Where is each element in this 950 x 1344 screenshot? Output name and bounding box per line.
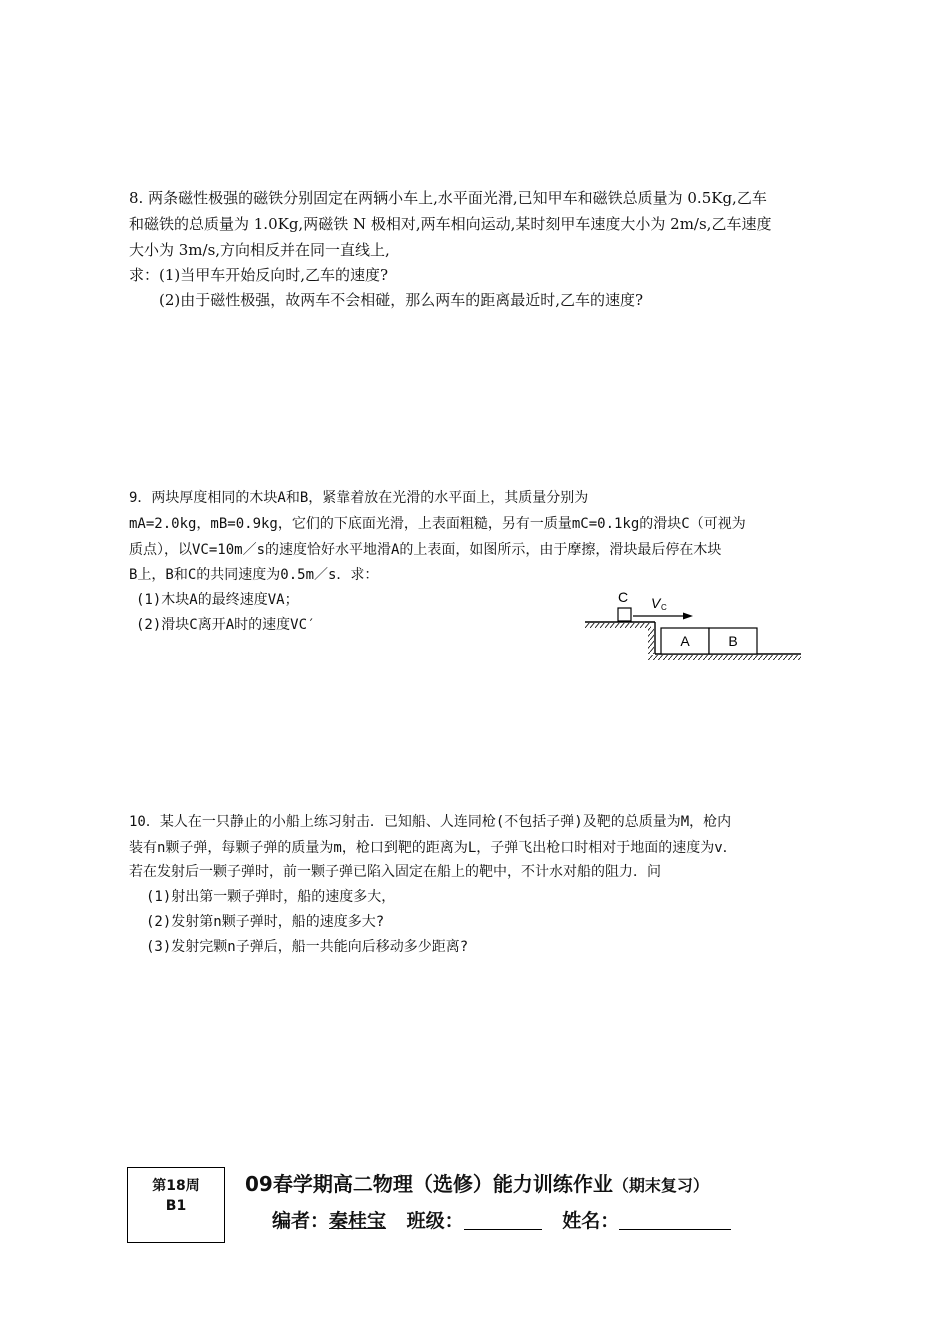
ground-hatch bbox=[648, 655, 801, 660]
name-blank[interactable] bbox=[619, 1211, 731, 1230]
q8-line-5: (2)由于磁性极强，故两车不会相碰，那么两车的距离最近时,乙车的速度? bbox=[159, 291, 644, 309]
blocks-diagram bbox=[585, 586, 805, 666]
q10-line-6: (3)发射完颗n子弹后，船一共能向后移动多少距离? bbox=[146, 939, 469, 955]
upper-ledge-hatch bbox=[585, 623, 651, 628]
editor-label: 编者： bbox=[272, 1210, 330, 1232]
q9-line-6: (2)滑块C离开A时的速度VC′ bbox=[136, 617, 316, 633]
sheet-code: B1 bbox=[165, 1198, 187, 1214]
q9-line-3: 质点），以VC=10m／s的速度恰好水平地滑A的上表面，如图所示，由于摩擦，滑块最后停在木块 bbox=[129, 542, 722, 558]
worksheet-title-main: 09春学期高二物理（选修）能力训练作业 bbox=[245, 1172, 613, 1196]
q10-line-1: 10．某人在一只静止的小船上练习射击．已知船、人连同枪(不包括子弹)及靶的总质量为M，枪内 bbox=[129, 814, 732, 830]
velocity-label: V bbox=[651, 595, 661, 611]
class-label: 班级： bbox=[406, 1210, 464, 1232]
class-blank[interactable] bbox=[464, 1211, 542, 1230]
q8-line-1: 8. 两条磁性极强的磁铁分别固定在两辆小车上,水平面光滑,已知甲车和磁铁总质量为 0.5Kg,乙车 bbox=[129, 189, 767, 207]
blocks-figure bbox=[585, 586, 805, 670]
name-label: 姓名： bbox=[562, 1210, 620, 1232]
week-box bbox=[127, 1167, 225, 1243]
worksheet-info bbox=[272, 1206, 731, 1233]
slider-c bbox=[618, 608, 631, 621]
q10-line-5: (2)发射第n颗子弹时，船的速度多大? bbox=[146, 914, 385, 930]
block-b-label: B bbox=[728, 633, 738, 649]
week-label: 第18周 bbox=[152, 1178, 200, 1194]
q9-line-5: (1)木块A的最终速度VA； bbox=[136, 592, 299, 608]
q8-line-4: 求：(1)当甲车开始反向时,乙车的速度? bbox=[129, 266, 389, 284]
q8-line-3: 大小为 3m/s,方向相反并在同一直线上, bbox=[129, 241, 390, 259]
step-wall-hatch bbox=[648, 628, 654, 654]
editor-name: 秦桂宝 bbox=[329, 1210, 387, 1232]
worksheet-title bbox=[245, 1168, 709, 1197]
q9-line-2: mA=2.0kg，mB=0.9kg，它们的下底面光滑，上表面粗糙，另有一质量mC=0.1kg的滑块C（可视为 bbox=[129, 516, 746, 532]
velocity-subscript: C bbox=[661, 603, 667, 612]
worksheet-title-note: （期末复习） bbox=[612, 1176, 709, 1195]
q9-line-1: 9．两块厚度相同的木块A和B，紧靠着放在光滑的水平面上，其质量分别为 bbox=[129, 490, 589, 506]
q10-line-2: 装有n颗子弹，每颗子弹的质量为m，枪口到靶的距离为L，子弹飞出枪口时相对于地面的速度为v． bbox=[129, 840, 737, 856]
block-a-label: A bbox=[680, 633, 690, 649]
velocity-arrowhead bbox=[683, 613, 693, 620]
q10-line-4: (1)射出第一颗子弹时，船的速度多大， bbox=[146, 889, 396, 905]
q8-line-2: 和磁铁的总质量为 1.0Kg,两磁铁 N 极相对,两车相向运动,某时刻甲车速度大小为 2m/s,乙车速度 bbox=[129, 215, 772, 233]
q10-line-3: 若在发射后一颗子弹时，前一颗子弹已陷入固定在船上的靶中，不计水对船的阻力．问 bbox=[129, 864, 661, 880]
q9-line-4: B上，B和C的共同速度为0.5m／s．求： bbox=[129, 567, 379, 583]
slider-c-label: C bbox=[618, 589, 629, 605]
